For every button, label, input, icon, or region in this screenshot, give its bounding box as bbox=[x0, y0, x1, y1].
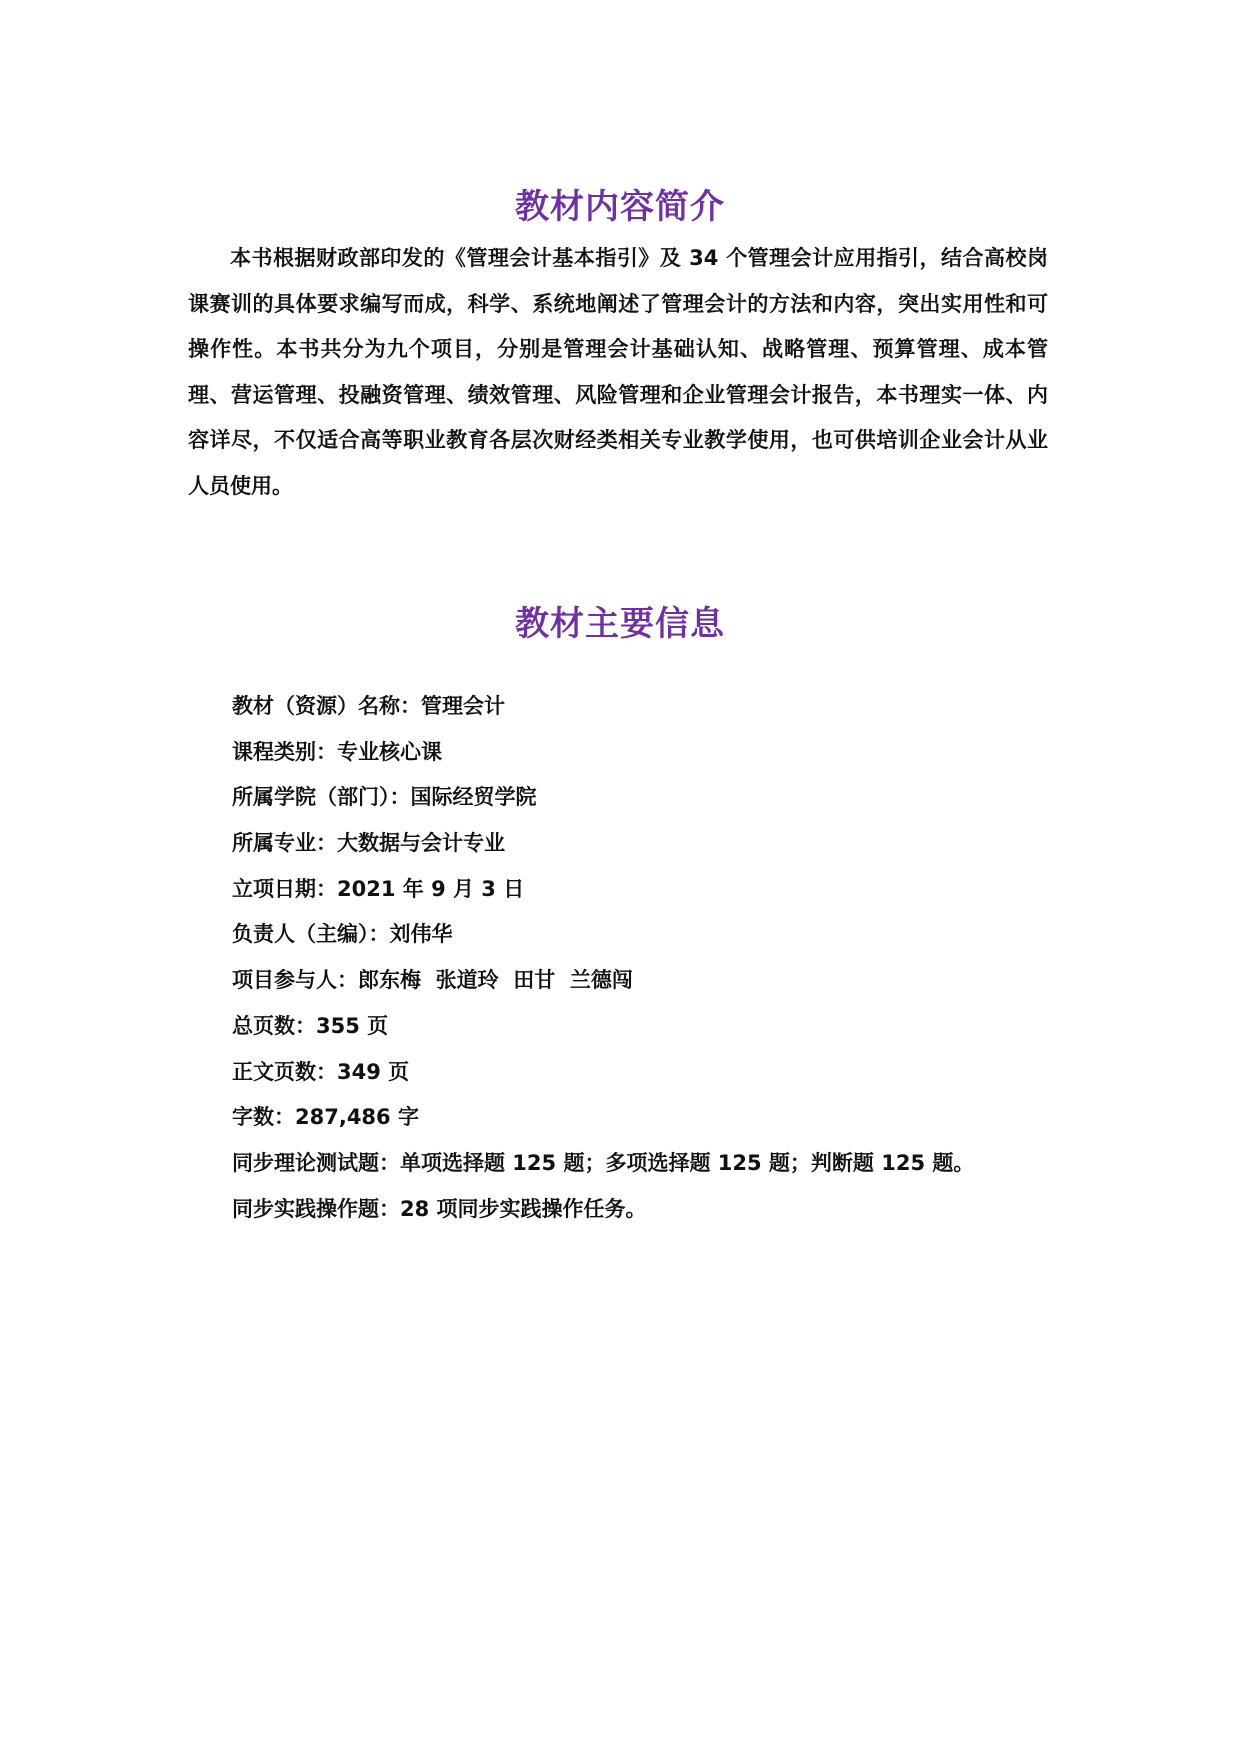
intro-paragraph: 本书根据财政部印发的《管理会计基本指引》及 34 个管理会计应用指引，结合高校岗课赛训的具体要求编写而成，科学、系统地阐述了管理会计的方法和内容，突出实用性和可操作性。本书共分为九个项目，分别是管理会计基础认知、战略管理、预算管理、成本管理、营运管理、投融资管理、绩效管理、风险管理和企业管理会计报告，本书理实一体、内容详尽，不仅适合高等职业教育各层次财经类相关专业教学使用，也可供培训企业会计从业人员使用。 bbox=[188, 246, 1048, 498]
intro-section-title: 教材内容简介 bbox=[515, 186, 725, 227]
info-item-textbook-name: 教材（资源）名称：管理会计 bbox=[232, 694, 505, 718]
info-item-college: 所属学院（部门）：国际经贸学院 bbox=[232, 785, 537, 810]
info-item-chief-editor: 负责人（主编）：刘伟华 bbox=[232, 922, 453, 947]
info-item-body-pages: 正文页数：349 页 bbox=[232, 1059, 410, 1084]
info-item-theory-tests: 同步理论测试题：单项选择题 125 题；多项选择题 125 题；判断题 125 题。 bbox=[232, 1150, 975, 1175]
info-item-course-category: 课程类别：专业核心课 bbox=[232, 739, 442, 764]
info-item-participants: 项目参与人：郎东梅 张道玲 田甘 兰德闯 bbox=[232, 968, 633, 993]
info-item-practice-tasks: 同步实践操作题：28 项同步实践操作任务。 bbox=[232, 1196, 647, 1221]
info-section-title: 教材主要信息 bbox=[515, 603, 725, 644]
info-list bbox=[232, 684, 1052, 1232]
info-item-approval-date: 立项日期：2021 年 9 月 3 日 bbox=[232, 876, 525, 901]
info-item-total-pages: 总页数：355 页 bbox=[232, 1013, 389, 1038]
info-item-word-count: 字数：287,486 字 bbox=[232, 1105, 419, 1130]
info-item-major: 所属专业：大数据与会计专业 bbox=[232, 831, 505, 856]
